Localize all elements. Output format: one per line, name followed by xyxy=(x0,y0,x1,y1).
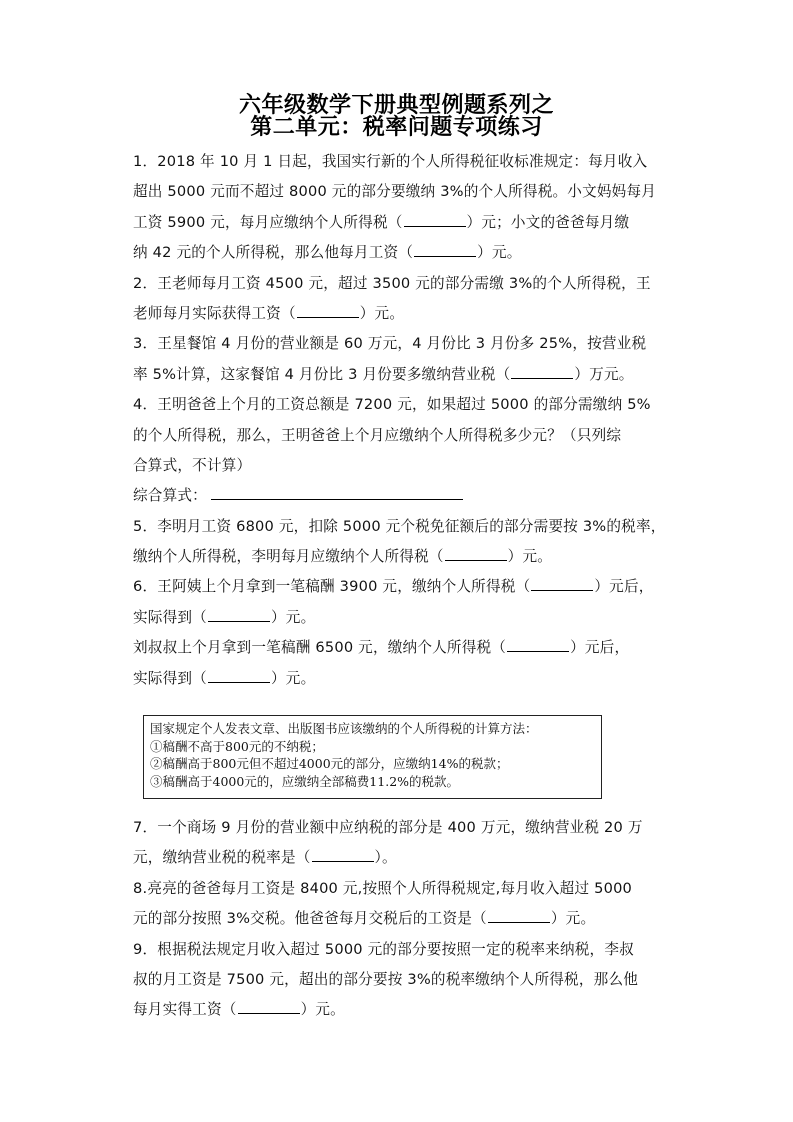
question-3 xyxy=(133,329,663,390)
formula-line xyxy=(133,481,663,511)
question-text-line: 叔的月工资是 7500 元，超出的部分要按 3%的税率缴纳个人所得税，那么他 xyxy=(133,970,639,988)
question-text-line xyxy=(133,542,663,572)
answer-blank[interactable] xyxy=(312,847,374,862)
question-text-line: 5．李明月工资 6800 元，扣除 5000 元个税免征额后的部分需要按 3%的税率， xyxy=(133,517,666,535)
question-9 xyxy=(133,935,663,1026)
question-7 xyxy=(133,813,663,874)
question-text-line xyxy=(133,664,663,694)
text-segment: ）元后， xyxy=(570,639,630,657)
text-segment: ）元。 xyxy=(270,608,316,626)
text-segment: 缴纳个人所得税，李明每月应缴纳个人所得税（ xyxy=(133,548,444,566)
text-segment: 实际得到（ xyxy=(133,608,207,626)
tax-rule-info-box xyxy=(143,715,602,799)
question-8 xyxy=(133,874,663,935)
document-title: 六年级数学下册典型例题系列之 xyxy=(238,93,554,118)
question-text-line: 超出 5000 元而不超过 8000 元的部分要缴纳 3%的个人所得税。小文妈妈每月 xyxy=(133,183,657,201)
text-segment: ）元。 xyxy=(270,669,316,687)
question-text-line xyxy=(133,904,663,934)
text-segment: ）元。 xyxy=(477,244,522,262)
question-text-line xyxy=(133,843,663,873)
info-box-rule-2: ②稿酬高于800元但不超过4000元的部分，应缴纳14%的税款； xyxy=(150,756,509,771)
question-text-line: 9．根据税法规定月收入超过 5000 元的部分要按照一定的税率来纳税，李叔 xyxy=(133,940,634,958)
question-text-line xyxy=(133,633,663,663)
text-segment: 纳 42 元的个人所得税，那么他每月工资（ xyxy=(133,244,414,262)
question-text-line xyxy=(133,299,663,329)
answer-blank[interactable] xyxy=(297,303,359,318)
question-text-line: 合算式，不计算） xyxy=(133,456,252,474)
question-text-line xyxy=(133,238,663,268)
question-1 xyxy=(133,147,663,269)
question-text-line xyxy=(133,360,663,390)
question-text-line: 4．王明爸爸上个月的工资总额是 7200 元，如果超过 5000 的部分需缴纳 5% xyxy=(133,396,651,414)
formula-answer-blank[interactable] xyxy=(211,485,463,500)
document-subtitle: 第二单元：税率问题专项练习 xyxy=(250,115,543,140)
text-segment: ）元后， xyxy=(594,578,654,596)
answer-blank[interactable] xyxy=(208,668,270,683)
text-segment: 元的部分按照 3%交税。他爸爸每月交税后的工资是（ xyxy=(133,910,487,928)
text-segment: 元，缴纳营业税的税率是（ xyxy=(133,849,311,867)
answer-blank[interactable] xyxy=(445,546,507,561)
question-5 xyxy=(133,512,666,573)
question-text-line xyxy=(133,208,663,238)
text-segment: 刘叔叔上个月拿到一笔稿酬 6500 元，缴纳个人所得税（ xyxy=(133,639,507,657)
question-2 xyxy=(133,269,663,330)
answer-blank[interactable] xyxy=(488,908,550,923)
text-segment: ）元。 xyxy=(359,304,405,322)
text-segment: ）元。 xyxy=(507,548,553,566)
question-text-line xyxy=(133,603,663,633)
text-segment: ）元；小文的爸爸每月缴 xyxy=(466,213,630,231)
text-segment: 实际得到（ xyxy=(133,669,207,687)
text-segment: 工资 5900 元，每月应缴纳个人所得税（ xyxy=(133,213,403,231)
question-text-line: 2．王老师每月工资 4500 元，超过 3500 元的部分需缴 3%的个人所得税，王 xyxy=(133,274,651,292)
answer-blank[interactable] xyxy=(414,242,476,257)
text-segment: ）。 xyxy=(374,849,397,867)
answer-blank[interactable] xyxy=(511,364,573,379)
questions-section xyxy=(133,147,666,694)
info-box-rule-1: ①稿酬不高于800元的不纳税； xyxy=(150,738,324,754)
text-segment: 率 5%计算，这家餐馆 4 月份比 3 月份要多缴纳营业税（ xyxy=(133,365,511,383)
info-box-rule-3: ③稿酬高于4000元的，应缴纳全部稿费11.2%的税款。 xyxy=(150,773,460,789)
text-segment: 每月实得工资（ xyxy=(133,1001,237,1019)
question-4 xyxy=(133,390,663,512)
question-6 xyxy=(133,572,663,694)
info-box-heading: 国家规定个人发表文章、出版图书应该缴纳的个人所得税的计算方法： xyxy=(150,721,538,736)
question-text-line: 1．2018 年 10 月 1 日起，我国实行新的个人所得税征收标准规定：每月收入 xyxy=(133,153,648,170)
question-text-line: 8.亮亮的爸爸每月工资是 8400 元,按照个人所得税规定,每月收入超过 5000 xyxy=(133,879,633,897)
question-text-line xyxy=(133,572,663,602)
formula-label: 综合算式： xyxy=(133,487,207,505)
text-segment: ）万元。 xyxy=(574,365,634,383)
text-segment: ）元。 xyxy=(550,910,596,928)
question-text-line: 3．王星餐馆 4 月份的营业额是 60 万元，4 月份比 3 月份多 25%，按营业税 xyxy=(133,335,647,353)
answer-blank[interactable] xyxy=(507,637,569,652)
question-text-line: 的个人所得税，那么，王明爸爸上个月应缴纳个人所得税多少元？（只列综 xyxy=(133,426,622,444)
answer-blank[interactable] xyxy=(531,576,593,591)
questions-section-2 xyxy=(133,813,663,1026)
answer-blank[interactable] xyxy=(238,999,300,1014)
text-segment: 老师每月实际获得工资（ xyxy=(133,304,296,322)
answer-blank[interactable] xyxy=(404,212,466,227)
text-segment: 6．王阿姨上个月拿到一笔稿酬 3900 元，缴纳个人所得税（ xyxy=(133,578,531,596)
text-segment: ）元。 xyxy=(300,1001,345,1019)
question-text-line: 7．一个商场 9 月份的营业额中应纳税的部分是 400 万元，缴纳营业税 20 万 xyxy=(133,819,643,836)
answer-blank[interactable] xyxy=(208,607,270,622)
question-text-line xyxy=(133,995,663,1025)
